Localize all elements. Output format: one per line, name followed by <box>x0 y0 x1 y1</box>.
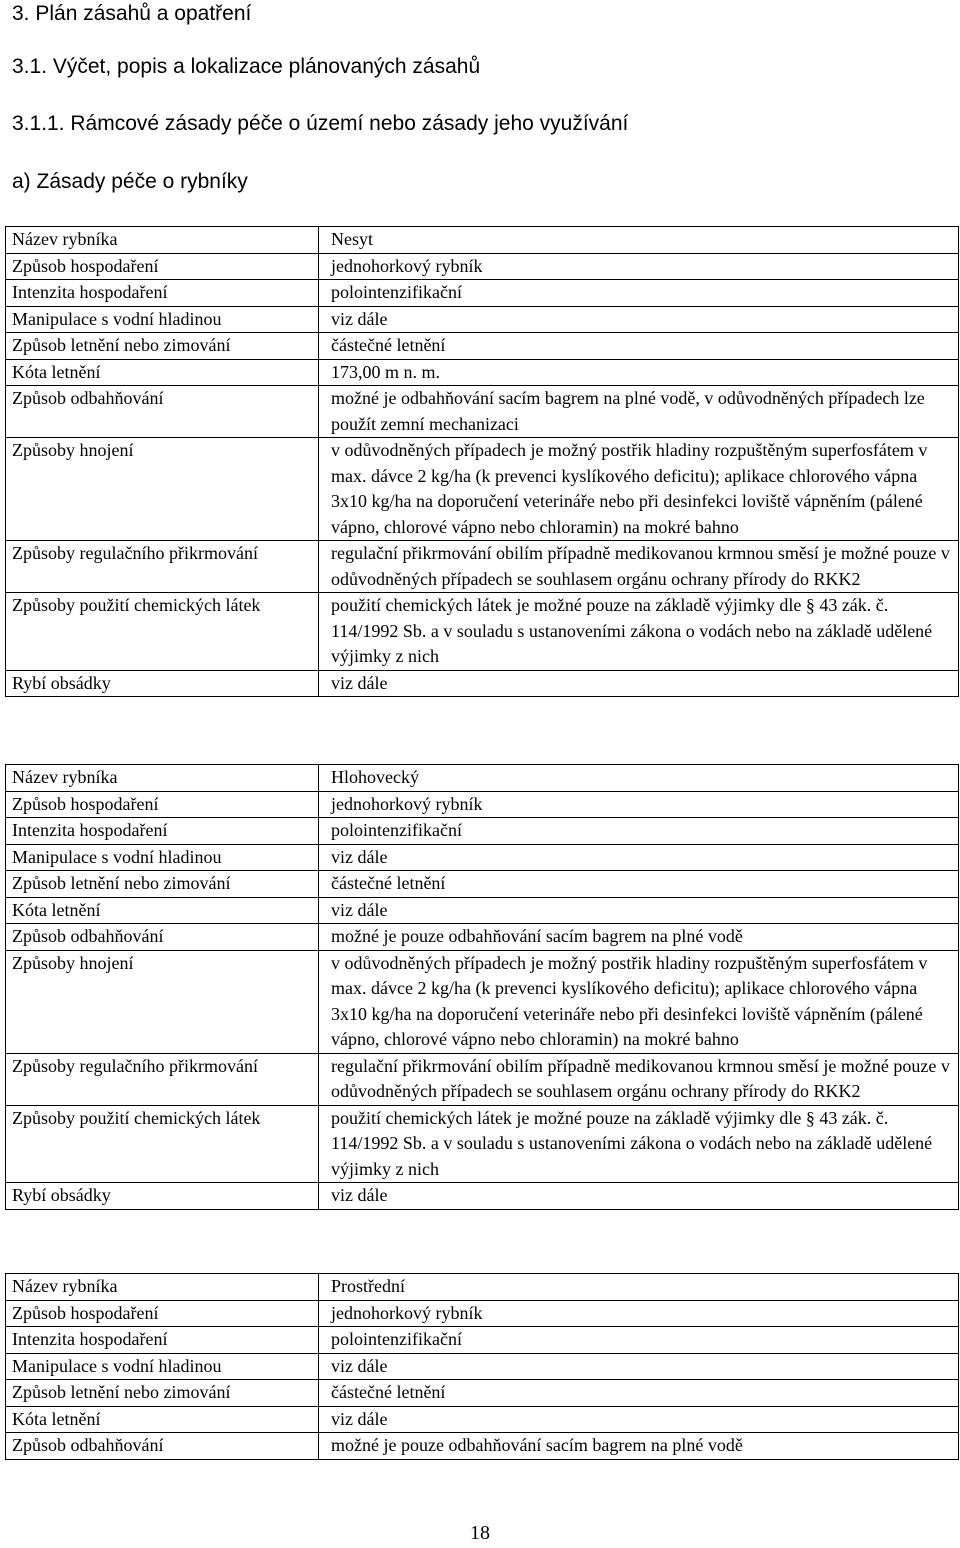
row-value: použití chemických látek je možné pouze na základě výjimky dle § 43 zák. č. 114/1992 Sb. a v souladu s ustanoveními zákona o vodách nebo na základě udělené výjimky z nich <box>319 593 959 671</box>
paragraph-heading: a) Zásady péče o rybníky <box>12 170 248 193</box>
table-row <box>6 897 959 924</box>
table-row <box>6 438 959 541</box>
row-value: v odůvodněných případech je možný postřik hladiny rozpuštěným superfosfátem v max. dávce 2 kg/ha (k prevenci kyslíkového deficitu); aplikace chlorového vápna 3x10 kg/ha na doporučení veterináře nebo při desinfekci loviště vápněním (pálené vápno, chlorové vápno nebo chloramin) na mokré bahno <box>319 438 959 541</box>
table-row <box>6 950 959 1053</box>
row-label: Manipulace s vodní hladinou <box>6 306 319 333</box>
table-row <box>6 818 959 845</box>
table-row <box>6 924 959 951</box>
table-row <box>6 306 959 333</box>
pond-table-prostredni <box>5 1273 959 1460</box>
section-heading: 3. Plán zásahů a opatření <box>12 2 252 25</box>
row-label: Způsob hospodaření <box>6 253 319 280</box>
row-value: Hlohovecký <box>319 765 959 792</box>
row-value: viz dále <box>319 670 959 697</box>
table-row <box>6 844 959 871</box>
row-value: jednohorkový rybník <box>319 791 959 818</box>
row-value: viz dále <box>319 306 959 333</box>
row-value: viz dále <box>319 1353 959 1380</box>
row-value: regulační přikrmování obilím případně medikovanou krmnou směsí je možné pouze v odůvodněných případech se souhlasem orgánu ochrany přírody do RKK2 <box>319 541 959 593</box>
row-label: Intenzita hospodaření <box>6 1327 319 1354</box>
row-value: regulační přikrmování obilím případně medikovanou krmnou směsí je možné pouze v odůvodněných případech se souhlasem orgánu ochrany přírody do RKK2 <box>319 1053 959 1105</box>
table-row <box>6 280 959 307</box>
row-label: Rybí obsádky <box>6 1183 319 1210</box>
row-label: Kóta letnění <box>6 359 319 386</box>
table-row <box>6 871 959 898</box>
row-value: možné je odbahňování sacím bagrem na plné vodě, v odůvodněných případech lze použít zemní mechanizaci <box>319 386 959 438</box>
row-label: Intenzita hospodaření <box>6 818 319 845</box>
page-number: 18 <box>470 1522 490 1544</box>
row-value: jednohorkový rybník <box>319 253 959 280</box>
row-label: Způsoby použití chemických látek <box>6 1105 319 1183</box>
row-label: Způsoby hnojení <box>6 950 319 1053</box>
table-row <box>6 253 959 280</box>
subsection-heading: 3.1. Výčet, popis a lokalizace plánovaných zásahů <box>12 55 481 78</box>
pond-table-hlohovecky <box>5 764 959 1210</box>
row-label: Způsob odbahňování <box>6 386 319 438</box>
table-row <box>6 1433 959 1460</box>
table-row <box>6 593 959 671</box>
row-value: Prostřední <box>319 1274 959 1301</box>
row-label: Manipulace s vodní hladinou <box>6 844 319 871</box>
row-value: v odůvodněných případech je možný postřik hladiny rozpuštěným superfosfátem v max. dávce 2 kg/ha (k prevenci kyslíkového deficitu); aplikace chlorového vápna 3x10 kg/ha na doporučení veterináře nebo při desinfekci loviště vápněním (pálené vápno, chlorové vápno nebo chloramin) na mokré bahno <box>319 950 959 1053</box>
table-row <box>6 670 959 697</box>
row-label: Způsob letnění nebo zimování <box>6 1380 319 1407</box>
table-row <box>6 333 959 360</box>
table-row <box>6 1053 959 1105</box>
row-value: viz dále <box>319 897 959 924</box>
row-value: částečné letnění <box>319 1380 959 1407</box>
table-row <box>6 1183 959 1210</box>
row-label: Kóta letnění <box>6 1406 319 1433</box>
row-label: Způsoby použití chemických látek <box>6 593 319 671</box>
table-row <box>6 1327 959 1354</box>
row-label: Způsob odbahňování <box>6 924 319 951</box>
row-value: viz dále <box>319 1183 959 1210</box>
table-row <box>6 386 959 438</box>
row-label: Způsob letnění nebo zimování <box>6 871 319 898</box>
row-label: Způsob letnění nebo zimování <box>6 333 319 360</box>
row-label: Způsoby regulačního přikrmování <box>6 541 319 593</box>
table-row <box>6 765 959 792</box>
row-label: Rybí obsádky <box>6 670 319 697</box>
table-row <box>6 1274 959 1301</box>
row-label: Způsoby hnojení <box>6 438 319 541</box>
pond-table-nesyt <box>5 226 959 697</box>
row-label: Název rybníka <box>6 227 319 254</box>
row-value: 173,00 m n. m. <box>319 359 959 386</box>
row-value: možné je pouze odbahňování sacím bagrem na plné vodě <box>319 1433 959 1460</box>
row-label: Způsoby regulačního přikrmování <box>6 1053 319 1105</box>
row-value: Nesyt <box>319 227 959 254</box>
table-row <box>6 791 959 818</box>
table-row <box>6 1380 959 1407</box>
row-label: Název rybníka <box>6 1274 319 1301</box>
table-row <box>6 1300 959 1327</box>
subsubsection-heading: 3.1.1. Rámcové zásady péče o území nebo zásady jeho využívání <box>12 112 629 135</box>
table-row <box>6 1406 959 1433</box>
row-label: Způsob odbahňování <box>6 1433 319 1460</box>
row-value: možné je pouze odbahňování sacím bagrem na plné vodě <box>319 924 959 951</box>
row-value: částečné letnění <box>319 333 959 360</box>
row-value: polointenzifikační <box>319 818 959 845</box>
row-label: Manipulace s vodní hladinou <box>6 1353 319 1380</box>
row-label: Název rybníka <box>6 765 319 792</box>
row-label: Kóta letnění <box>6 897 319 924</box>
row-value: polointenzifikační <box>319 1327 959 1354</box>
row-value: použití chemických látek je možné pouze na základě výjimky dle § 43 zák. č. 114/1992 Sb. a v souladu s ustanoveními zákona o vodách nebo na základě udělené výjimky z nich <box>319 1105 959 1183</box>
row-value: polointenzifikační <box>319 280 959 307</box>
row-value: jednohorkový rybník <box>319 1300 959 1327</box>
table-row <box>6 1105 959 1183</box>
table-row <box>6 1353 959 1380</box>
row-value: částečné letnění <box>319 871 959 898</box>
row-value: viz dále <box>319 1406 959 1433</box>
row-label: Způsob hospodaření <box>6 1300 319 1327</box>
row-value: viz dále <box>319 844 959 871</box>
table-row <box>6 359 959 386</box>
row-label: Způsob hospodaření <box>6 791 319 818</box>
row-label: Intenzita hospodaření <box>6 280 319 307</box>
table-row <box>6 227 959 254</box>
table-row <box>6 541 959 593</box>
